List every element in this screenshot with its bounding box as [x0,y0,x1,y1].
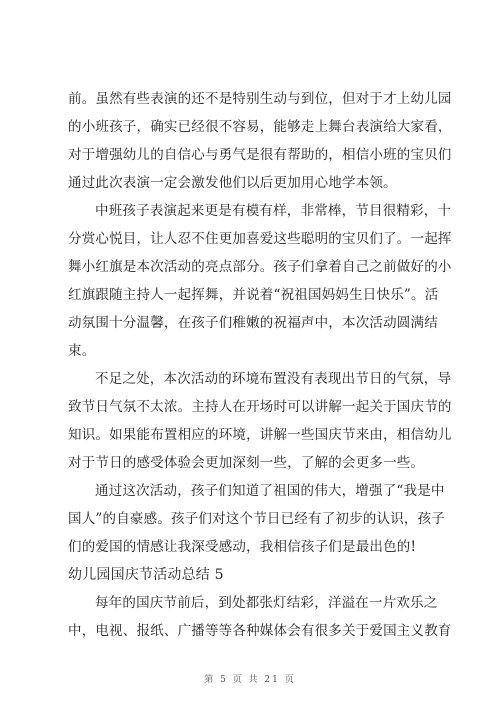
text-line: 们的爱国的情感让我深受感动，我相信孩子们是最出色的! [68,539,417,555]
text-line: 不足之处，本次活动的环境布置没有表现出节日的气氛，导 [95,371,452,387]
text-line: 国人”的自豪感。孩子们对这个节日已经有了初步的认识，孩子 [68,511,446,527]
text-line: 分赏心悦目，让人忍不住更加喜爱这些聪明的宝贝们了。一起挥 [68,231,452,247]
text-line: 致节日气氛不太浓。主持人在开场时可以讲解一起关于国庆节的 [68,399,452,415]
text-line: 动氛围十分温馨，在孩子们稚嫩的祝福声中，本次活动圆满结 [68,315,438,331]
text-line: 中班孩子表演起来更是有模有样，非常棒，节目很精彩，十 [95,203,452,219]
text-line: 前。虽然有些表演的还不是特别生动与到位，但对于才上幼儿园 [68,91,452,107]
text-line: 每年的国庆节前后，到处都张灯结彩，洋溢在一片欢乐之 [95,595,438,611]
page-footer: 第 5 页 共 21 页 [204,675,296,685]
text-line: 对于节日的感受体验会更加深刻一些，了解的会更多一些。 [68,455,425,471]
text-line: 的小班孩子，确实已经很不容易，能够走上舞台表演给大家看， [68,119,452,135]
text-line: 通过此次表演一定会激发他们以后更加用心地学本领。 [68,175,397,191]
text-line: 束。 [68,343,96,359]
text-line: 对于增强幼儿的自信心与勇气是很有帮助的，相信小班的宝贝们 [68,147,452,163]
text-line: 知识。如果能布置相应的环境，讲解一些国庆节来由，相信幼儿 [68,427,452,443]
text-line: 舞小红旗是本次活动的亮点部分。孩子们拿着自己之前做好的小 [68,259,452,275]
section-heading: 幼儿园国庆节活动总结 5 [68,567,224,583]
text-line: 通过这次活动，孩子们知道了祖国的伟大，增强了“我是中 [95,483,445,499]
text-line: 红旗跟随主持人一起挥舞，并说着“祝祖国妈妈生日快乐”。活 [68,287,439,303]
text-line: 中，电视、报纸、广播等等各种媒体会有很多关于爱国主义教育 [68,623,452,639]
